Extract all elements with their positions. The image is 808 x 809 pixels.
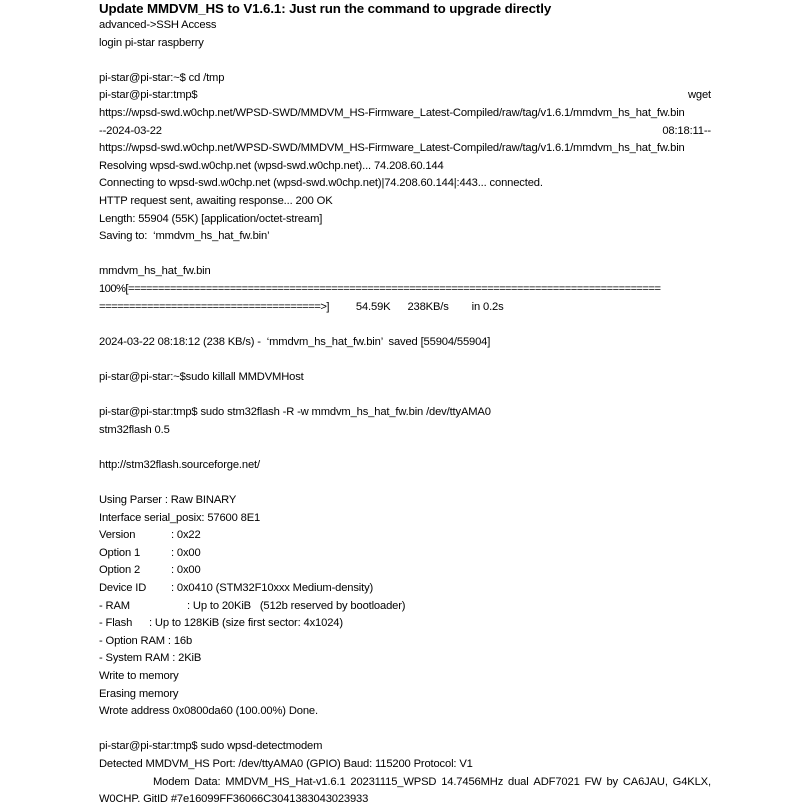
progress-line-2	[99, 299, 711, 317]
blank-line	[99, 246, 711, 264]
modem-data-tail: W0CHP. GitID #7e16099FF36066C3041383043023933	[99, 793, 369, 806]
modem-word: 20231115_WPSD	[350, 775, 437, 788]
device-info-row	[99, 598, 711, 616]
progress-size: 54.59K	[355, 300, 391, 313]
device-info-value: : 0x0410 (STM32F10xxx Medium-density)	[171, 582, 374, 594]
intro-line: login pi-star raspberry	[99, 36, 204, 49]
device-info-key: - Flash	[99, 617, 133, 630]
killall-command: pi-star@pi-star:~$sudo killall MMDVMHost	[99, 370, 304, 383]
interface-line: Interface serial_posix: 57600 8E1	[99, 511, 261, 524]
modem-word: Modem	[153, 775, 190, 788]
timestamp-date: --2024-03-22	[99, 124, 162, 137]
device-info-key: Option 2	[99, 564, 141, 577]
device-info-value: : 0x00	[171, 564, 201, 577]
parser-line: Using Parser : Raw BINARY	[99, 494, 237, 507]
device-info-row	[99, 545, 711, 563]
blank-line	[99, 474, 711, 492]
detect-port-line: Detected MMDVM_HS Port: /dev/ttyAMA0 (GPIO) Baud: 115200 Protocol: V1	[99, 757, 473, 770]
progress-rate: 238KB/s	[407, 300, 449, 313]
blank-line	[99, 721, 711, 739]
device-more-line: Wrote address 0x0800da60 (100.00%) Done.	[99, 705, 318, 718]
device-info-key: Device ID	[99, 582, 147, 594]
wget-output-line: Length: 55904 (55K) [application/octet-stream]	[99, 212, 323, 225]
wget-output-line: Resolving wpsd-swd.w0chp.net (wpsd-swd.w0chp.net)... 74.208.60.144	[99, 159, 444, 172]
wget-command	[99, 87, 711, 105]
device-more-line: - Option RAM : 16b	[99, 634, 193, 647]
device-info-row	[99, 615, 711, 633]
wget-url: https://wpsd-swd.w0chp.net/WPSD-SWD/MMDVM_HS-Firmware_Latest-Compiled/raw/tag/v1.6.1/mmdvm_hs_hat_fw.bin	[99, 106, 685, 119]
flash-version: stm32flash 0.5	[99, 423, 170, 436]
intro-line: advanced->SSH Access	[99, 19, 217, 31]
wget-prompt: pi-star@pi-star:tmp$	[99, 89, 198, 102]
modem-word: dual	[508, 775, 529, 788]
device-info-row	[99, 562, 711, 580]
device-info-value: : 0x00	[171, 546, 201, 559]
flash-url: http://stm32flash.sourceforge.net/	[99, 458, 260, 471]
wget-output-line: Connecting to wpsd-swd.w0chp.net (wpsd-swd.w0chp.net)|74.208.60.144|:443... connected.	[99, 177, 543, 190]
device-info-key: Option 1	[99, 546, 141, 559]
page-title: Update MMDVM_HS to V1.6.1: Just run the command to upgrade directly	[99, 1, 552, 16]
device-info-row	[99, 580, 711, 598]
progress-line: 100%[=========================================================================================	[99, 282, 661, 295]
wget-output-line: HTTP request sent, awaiting response... 200 OK	[99, 194, 333, 207]
modem-word: by	[606, 775, 618, 788]
device-info-value: : Up to 128KiB (size first sector: 4x1024)	[149, 617, 343, 630]
device-info-key: Version	[99, 529, 136, 542]
timestamp-time: 08:18:11--	[662, 124, 711, 137]
modem-word: Data:	[194, 775, 221, 788]
wget-url-repeat: https://wpsd-swd.w0chp.net/WPSD-SWD/MMDVM_HS-Firmware_Latest-Compiled/raw/tag/v1.6.1/mmdvm_hs_hat_fw.bin	[99, 142, 685, 155]
filename-line: mmdvm_hs_hat_fw.bin	[99, 265, 211, 278]
modem-data-line	[99, 774, 711, 792]
device-more-line: Erasing memory	[99, 687, 179, 700]
modem-word: ADF7021	[533, 775, 580, 788]
modem-word: CA6JAU,	[622, 775, 668, 788]
progress-bar-text: =====================================>]	[99, 300, 329, 313]
detect-command: pi-star@pi-star:tmp$ sudo wpsd-detectmodem	[99, 740, 323, 753]
blank-line	[99, 439, 711, 457]
document	[99, 0, 711, 809]
blank-line	[99, 351, 711, 369]
saved-line: 2024-03-22 08:18:12 (238 KB/s) - ‘mmdvm_hs_hat_fw.bin’ saved [55904/55904]	[99, 335, 491, 348]
device-more-line: Write to memory	[99, 669, 179, 682]
wget-output-line: Saving to: ‘mmdvm_hs_hat_fw.bin’	[99, 230, 270, 243]
blank-line	[99, 52, 711, 70]
device-more-line: - System RAM : 2KiB	[99, 652, 202, 665]
timestamp-line	[99, 123, 711, 141]
cd-command: pi-star@pi-star:~$ cd /tmp	[99, 71, 225, 84]
blank-line	[99, 316, 711, 334]
device-info-key: - RAM	[99, 599, 130, 612]
modem-word: MMDVM_HS_Hat-v1.6.1	[225, 775, 346, 788]
device-info-row	[99, 527, 711, 545]
modem-word: 14.7456MHz	[441, 775, 504, 788]
blank-line	[99, 386, 711, 404]
device-info-value: : 0x22	[171, 529, 201, 542]
progress-time: in 0.2s	[471, 300, 504, 313]
modem-word: G4KLX,	[672, 775, 711, 788]
modem-word: FW	[584, 775, 602, 788]
flash-command: pi-star@pi-star:tmp$ sudo stm32flash -R -w mmdvm_hs_hat_fw.bin /dev/ttyAMA0	[99, 406, 491, 419]
device-info-value: : Up to 20KiB (512b reserved by bootloader)	[187, 599, 406, 612]
wget-word: wget	[687, 89, 711, 102]
